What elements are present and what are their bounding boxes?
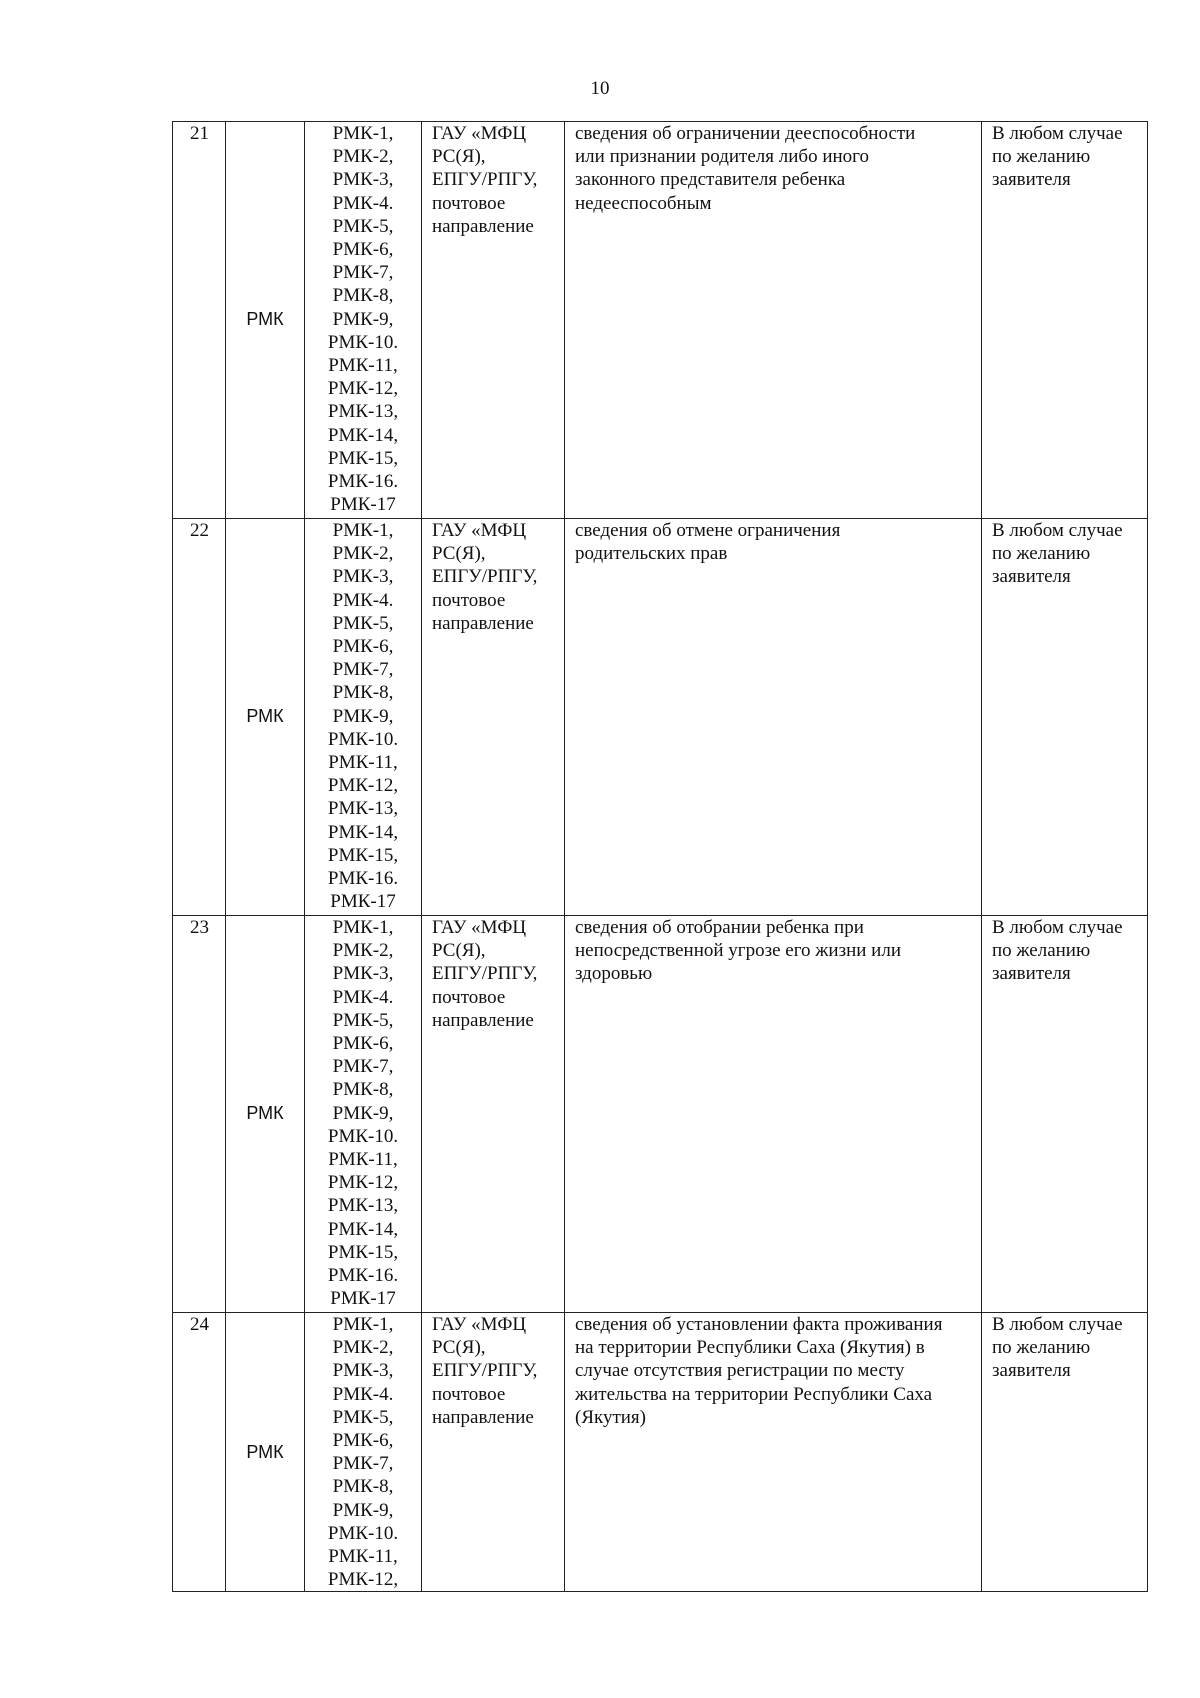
table-row <box>173 1313 1148 1592</box>
code-list-line: РМК-6, <box>332 636 394 658</box>
code-list-line: РМК-12, <box>327 1172 399 1194</box>
code-list-line: РМК-11, <box>328 752 398 774</box>
condition-cell <box>982 1313 1148 1592</box>
submission-channel-line: направление <box>432 215 534 237</box>
code-list-line: РМК-12, <box>327 378 399 400</box>
code-list-line: РМК-7, <box>332 1056 394 1078</box>
code-list-line: РМК-13, <box>327 798 399 820</box>
code-list-line: РМК-3, <box>332 1360 394 1382</box>
description-line: жительства на территории Республики Саха <box>575 1383 933 1405</box>
condition-cell <box>982 916 1148 1313</box>
table-body <box>173 122 1148 1592</box>
code-list-line: РМК-7, <box>332 262 394 284</box>
code-list-line: РМК-2, <box>332 940 394 962</box>
submission-channel-line: направление <box>432 612 534 634</box>
code-list-line: РМК-12, <box>327 1569 399 1591</box>
code-list-line: РМК-9, <box>332 705 394 727</box>
condition-line: по желанию <box>992 146 1091 168</box>
code-list-line: РМК-4. <box>332 192 394 214</box>
submission-channel-line: ГАУ «МФЦ <box>432 1314 527 1335</box>
table-row <box>173 916 1148 1313</box>
description-line: непосредственной угрозе его жизни или <box>575 940 901 962</box>
description-line: недееспособным <box>575 192 712 214</box>
submission-channel-line: почтовое <box>432 1383 506 1405</box>
condition-line: В любом случае <box>992 520 1123 541</box>
description-line: или признании родителя либо иного <box>575 146 869 168</box>
code-list-line: РМК-1, <box>332 520 394 541</box>
description-line: сведения об установлении факта проживания <box>575 1314 943 1335</box>
condition-line: заявителя <box>992 1360 1071 1382</box>
code-list-line: РМК-3, <box>332 169 394 191</box>
submission-channel-line: ГАУ «МФЦ <box>432 520 527 541</box>
condition-line: В любом случае <box>992 123 1123 144</box>
submission-channel-line: ЕПГУ/РПГУ, <box>432 1360 538 1382</box>
code-list-line: РМК-13, <box>327 1195 399 1217</box>
condition-line: по желанию <box>992 543 1091 565</box>
code-list-cell <box>305 519 422 916</box>
code-list-line: РМК-11, <box>328 1149 398 1171</box>
submission-channel-line: почтовое <box>432 589 506 611</box>
submission-channel-line: почтовое <box>432 986 506 1008</box>
code-list-line: РМК-3, <box>332 566 394 588</box>
row-number-cell: 21 <box>173 122 226 519</box>
row-number-cell: 23 <box>173 916 226 1313</box>
submission-channel-line: ЕПГУ/РПГУ, <box>432 963 538 985</box>
code-list-line: РМК-10. <box>327 331 399 353</box>
submission-channel-line: ГАУ «МФЦ <box>432 123 527 144</box>
condition-line: заявителя <box>992 963 1071 985</box>
condition-line: В любом случае <box>992 1314 1123 1335</box>
code-list-line: РМК-9, <box>332 1499 394 1521</box>
submission-channel-line: ЕПГУ/РПГУ, <box>432 169 538 191</box>
code-list-line: РМК-15, <box>327 1241 399 1263</box>
description-line: (Якутия) <box>575 1406 646 1428</box>
code-list-line: РМК-17 <box>330 891 396 913</box>
code-list-line: РМК-2, <box>332 1337 394 1359</box>
description-line: родительских прав <box>575 543 728 565</box>
code-list-line: РМК-14, <box>327 424 399 446</box>
submission-channel-cell <box>422 916 565 1313</box>
submission-channel-line: ГАУ «МФЦ <box>432 917 527 938</box>
submission-channel-line: направление <box>432 1009 534 1031</box>
code-list-line: РМК-11, <box>328 355 398 377</box>
submission-channel-line: направление <box>432 1406 534 1428</box>
condition-line: по желанию <box>992 940 1091 962</box>
condition-line: по желанию <box>992 1337 1091 1359</box>
code-list-line: РМК-14, <box>327 1218 399 1240</box>
code-list-line: РМК-6, <box>332 1430 394 1452</box>
code-list-cell <box>305 1313 422 1592</box>
code-list-line: РМК-13, <box>327 401 399 423</box>
document-table <box>172 121 1148 1592</box>
code-list-line: РМК-4. <box>332 589 394 611</box>
condition-cell <box>982 122 1148 519</box>
submission-channel-cell <box>422 1313 565 1592</box>
condition-line: В любом случае <box>992 917 1123 938</box>
code-list-line: РМК-5, <box>332 1009 394 1031</box>
code-list-line: РМК-15, <box>327 844 399 866</box>
submission-channel-cell <box>422 122 565 519</box>
table-row <box>173 122 1148 519</box>
code-list-line: РМК-5, <box>332 215 394 237</box>
code-list-line: РМК-8, <box>332 285 394 307</box>
code-list-line: РМК-8, <box>332 1079 394 1101</box>
code-list-line: РМК-17 <box>330 1288 396 1310</box>
code-list-line: РМК-10. <box>327 1125 399 1147</box>
code-list-line: РМК-2, <box>332 146 394 168</box>
code-list-line: РМК-2, <box>332 543 394 565</box>
submission-channel-line: РС(Я), <box>432 1337 486 1359</box>
description-cell <box>565 519 982 916</box>
code-list-line: РМК-16. <box>327 1265 399 1287</box>
description-line: законного представителя ребенка <box>575 169 846 191</box>
code-list-line: РМК-8, <box>332 1476 394 1498</box>
code-list-line: РМК-8, <box>332 682 394 704</box>
condition-cell <box>982 519 1148 916</box>
code-list-line: РМК-4. <box>332 1383 394 1405</box>
code-list-line: РМК-9, <box>332 1102 394 1124</box>
code-list-line: РМК-4. <box>332 986 394 1008</box>
code-cell: РМК <box>226 519 305 916</box>
code-list-line: РМК-16. <box>327 868 399 890</box>
submission-channel-cell <box>422 519 565 916</box>
submission-channel-line: почтовое <box>432 192 506 214</box>
row-number-cell: 22 <box>173 519 226 916</box>
code-list-cell <box>305 122 422 519</box>
code-list-line: РМК-1, <box>332 917 394 938</box>
submission-channel-line: РС(Я), <box>432 146 486 168</box>
code-list-line: РМК-10. <box>327 1522 399 1544</box>
code-list-line: РМК-16. <box>327 471 399 493</box>
description-line: здоровью <box>575 963 653 985</box>
description-cell <box>565 122 982 519</box>
table-row <box>173 519 1148 916</box>
description-cell <box>565 916 982 1313</box>
condition-line: заявителя <box>992 169 1071 191</box>
condition-line: заявителя <box>992 566 1071 588</box>
code-list-line: РМК-11, <box>328 1546 398 1568</box>
code-list-line: РМК-7, <box>332 659 394 681</box>
code-list-line: РМК-10. <box>327 728 399 750</box>
row-number-cell: 24 <box>173 1313 226 1592</box>
page-number: 10 <box>590 78 610 99</box>
submission-channel-line: ЕПГУ/РПГУ, <box>432 566 538 588</box>
code-list-line: РМК-6, <box>332 239 394 261</box>
submission-channel-line: РС(Я), <box>432 543 486 565</box>
submission-channel-line: РС(Я), <box>432 940 486 962</box>
description-line: случае отсутствия регистрации по месту <box>575 1360 905 1382</box>
code-list-line: РМК-15, <box>327 447 399 469</box>
code-list-line: РМК-17 <box>330 494 396 516</box>
code-list-line: РМК-3, <box>332 963 394 985</box>
description-line: сведения об отобрании ребенка при <box>575 917 864 938</box>
code-list-line: РМК-5, <box>332 1406 394 1428</box>
description-line: сведения об отмене ограничения <box>575 520 841 541</box>
code-list-line: РМК-5, <box>332 612 394 634</box>
description-cell <box>565 1313 982 1592</box>
code-cell: РМК <box>226 122 305 519</box>
code-list-line: РМК-12, <box>327 775 399 797</box>
code-list-cell <box>305 916 422 1313</box>
code-list-line: РМК-1, <box>332 123 394 144</box>
code-cell: РМК <box>226 916 305 1313</box>
code-list-line: РМК-14, <box>327 821 399 843</box>
code-list-line: РМК-9, <box>332 308 394 330</box>
description-line: сведения об ограничении дееспособности <box>575 123 916 144</box>
code-list-line: РМК-1, <box>332 1314 394 1335</box>
code-cell: РМК <box>226 1313 305 1592</box>
description-line: на территории Республики Саха (Якутия) в <box>575 1337 925 1359</box>
code-list-line: РМК-7, <box>332 1453 394 1475</box>
code-list-line: РМК-6, <box>332 1033 394 1055</box>
